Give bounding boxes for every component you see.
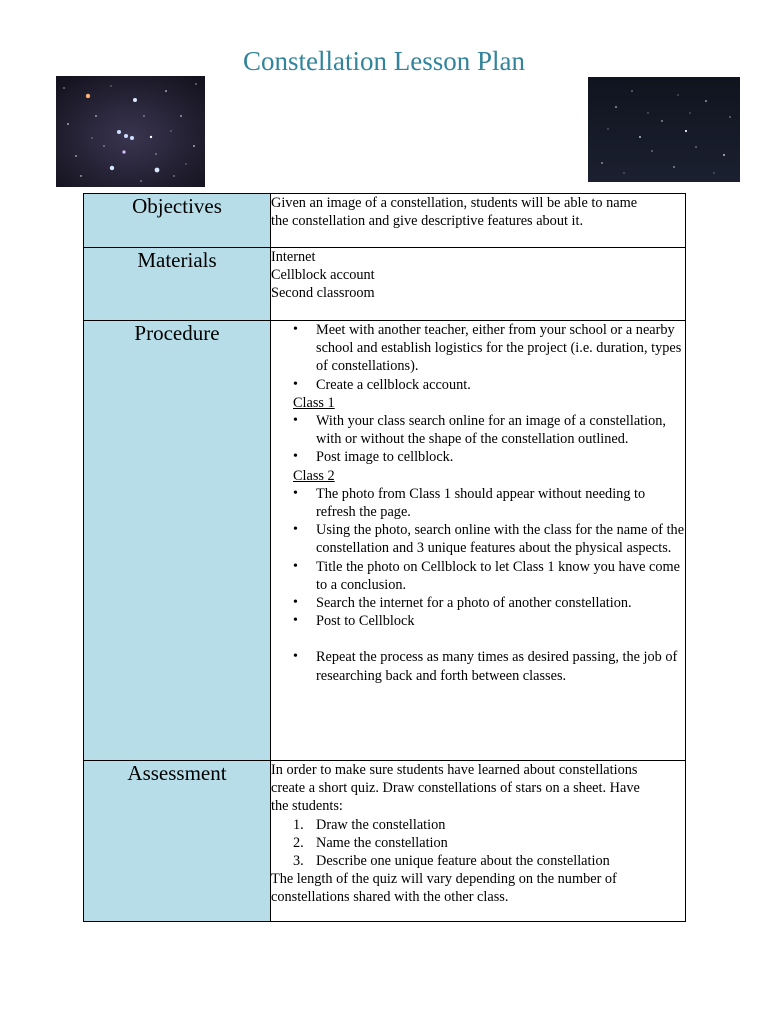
assessment-row [84,761,686,922]
procedure-content [271,321,686,761]
step-text: Describe one unique feature about the constellation [316,853,610,870]
spacer [271,630,685,648]
list-item: • Meet with another teacher, either from your school or a nearby school and establish logistics for the project (i.e. duration, types of constellations). [293,322,682,375]
list-item [271,816,685,834]
materials-row [84,248,686,321]
objectives-line: the constellation and give descriptive features about it. [271,213,584,230]
list-item-text: Meet with another teacher, either from your school or a nearby school and establish logistics for the project (i.e. duration, types of constellations). [316,322,682,375]
class-1-list [271,412,685,467]
lesson-plan-table [83,193,686,922]
list-item: • Post image to cellblock. [293,449,454,466]
procedure-intro-list [271,321,685,394]
page-title: Constellation Lesson Plan [243,46,525,76]
assessment-line: constellations shared with the other class. [271,889,509,906]
list-item-text: With your class search online for an image of a constellation, with or without the shape of the constellation outlined. [316,413,666,448]
procedure-label: Procedure [84,321,271,761]
objectives-row [84,194,686,248]
materials-label: Materials [84,248,271,321]
list-item-text: Post to Cellblock [316,613,415,630]
assessment-line: the students: [271,798,343,815]
list-item: • With your class search online for an image of a constellation, with or without the shape of the constellation outlined. [293,413,666,448]
objectives-content [271,194,686,248]
materials-content [271,248,686,321]
list-item-text: Repeat the process as many times as desired passing, the job of researching back and forth between classes. [316,649,678,684]
list-item: • Using the photo, search online with the class for the name of the constellation and 3 unique features about the physical aspects. [293,522,685,557]
assessment-line: In order to make sure students have learned about constellations [271,762,638,778]
step-text: Draw the constellation [316,816,446,833]
class-1-heading: Class 1 [293,394,335,411]
procedure-row [84,321,686,761]
star-field-photo-left [56,76,205,187]
objectives-line: Given an image of a constellation, students will be able to name [271,195,638,211]
list-item: • Search the internet for a photo of another constellation. [293,595,632,612]
step-number: 3. [293,853,304,870]
assessment-line: The length of the quiz will vary depending on the number of [271,871,617,888]
materials-item: Cellblock account [271,267,375,284]
assessment-label: Assessment [84,761,271,922]
list-item-text: Post image to cellblock. [316,449,454,466]
list-item-text: Title the photo on Cellblock to let Class 1 know you have come to a conclusion. [316,558,681,593]
list-item [271,834,685,852]
assessment-line: create a short quiz. Draw constellations of stars on a sheet. Have [271,780,640,797]
objectives-label: Objectives [84,194,271,248]
step-number: 1. [293,816,304,833]
assessment-content [271,761,686,922]
list-item-text: Create a cellblock account. [316,376,471,393]
assessment-steps [271,816,685,871]
step-text: Name the constellation [316,834,448,851]
class-2-heading: Class 2 [293,467,335,484]
list-item-text: Search the internet for a photo of another constellation. [316,595,632,612]
list-item: • Post to Cellblock [293,613,415,630]
list-item-text: Using the photo, search online with the class for the name of the constellation and 3 unique features about the physical aspects. [316,522,685,557]
list-item: • The photo from Class 1 should appear without needing to refresh the page. [293,485,646,521]
list-item: • Repeat the process as many times as desired passing, the job of researching back and forth between classes. [293,649,678,684]
star-field-photo-right [588,77,740,182]
procedure-final-list [271,648,685,684]
list-item [271,852,685,870]
materials-item: Second classroom [271,285,375,302]
list-item: • Create a cellblock account. [293,376,471,393]
materials-item: Internet [271,249,316,265]
list-item: • Title the photo on Cellblock to let Class 1 know you have come to a conclusion. [293,558,681,593]
step-number: 2. [293,834,304,851]
list-item-text: The photo from Class 1 should appear without needing to refresh the page. [316,485,646,521]
class-2-list [271,485,685,631]
